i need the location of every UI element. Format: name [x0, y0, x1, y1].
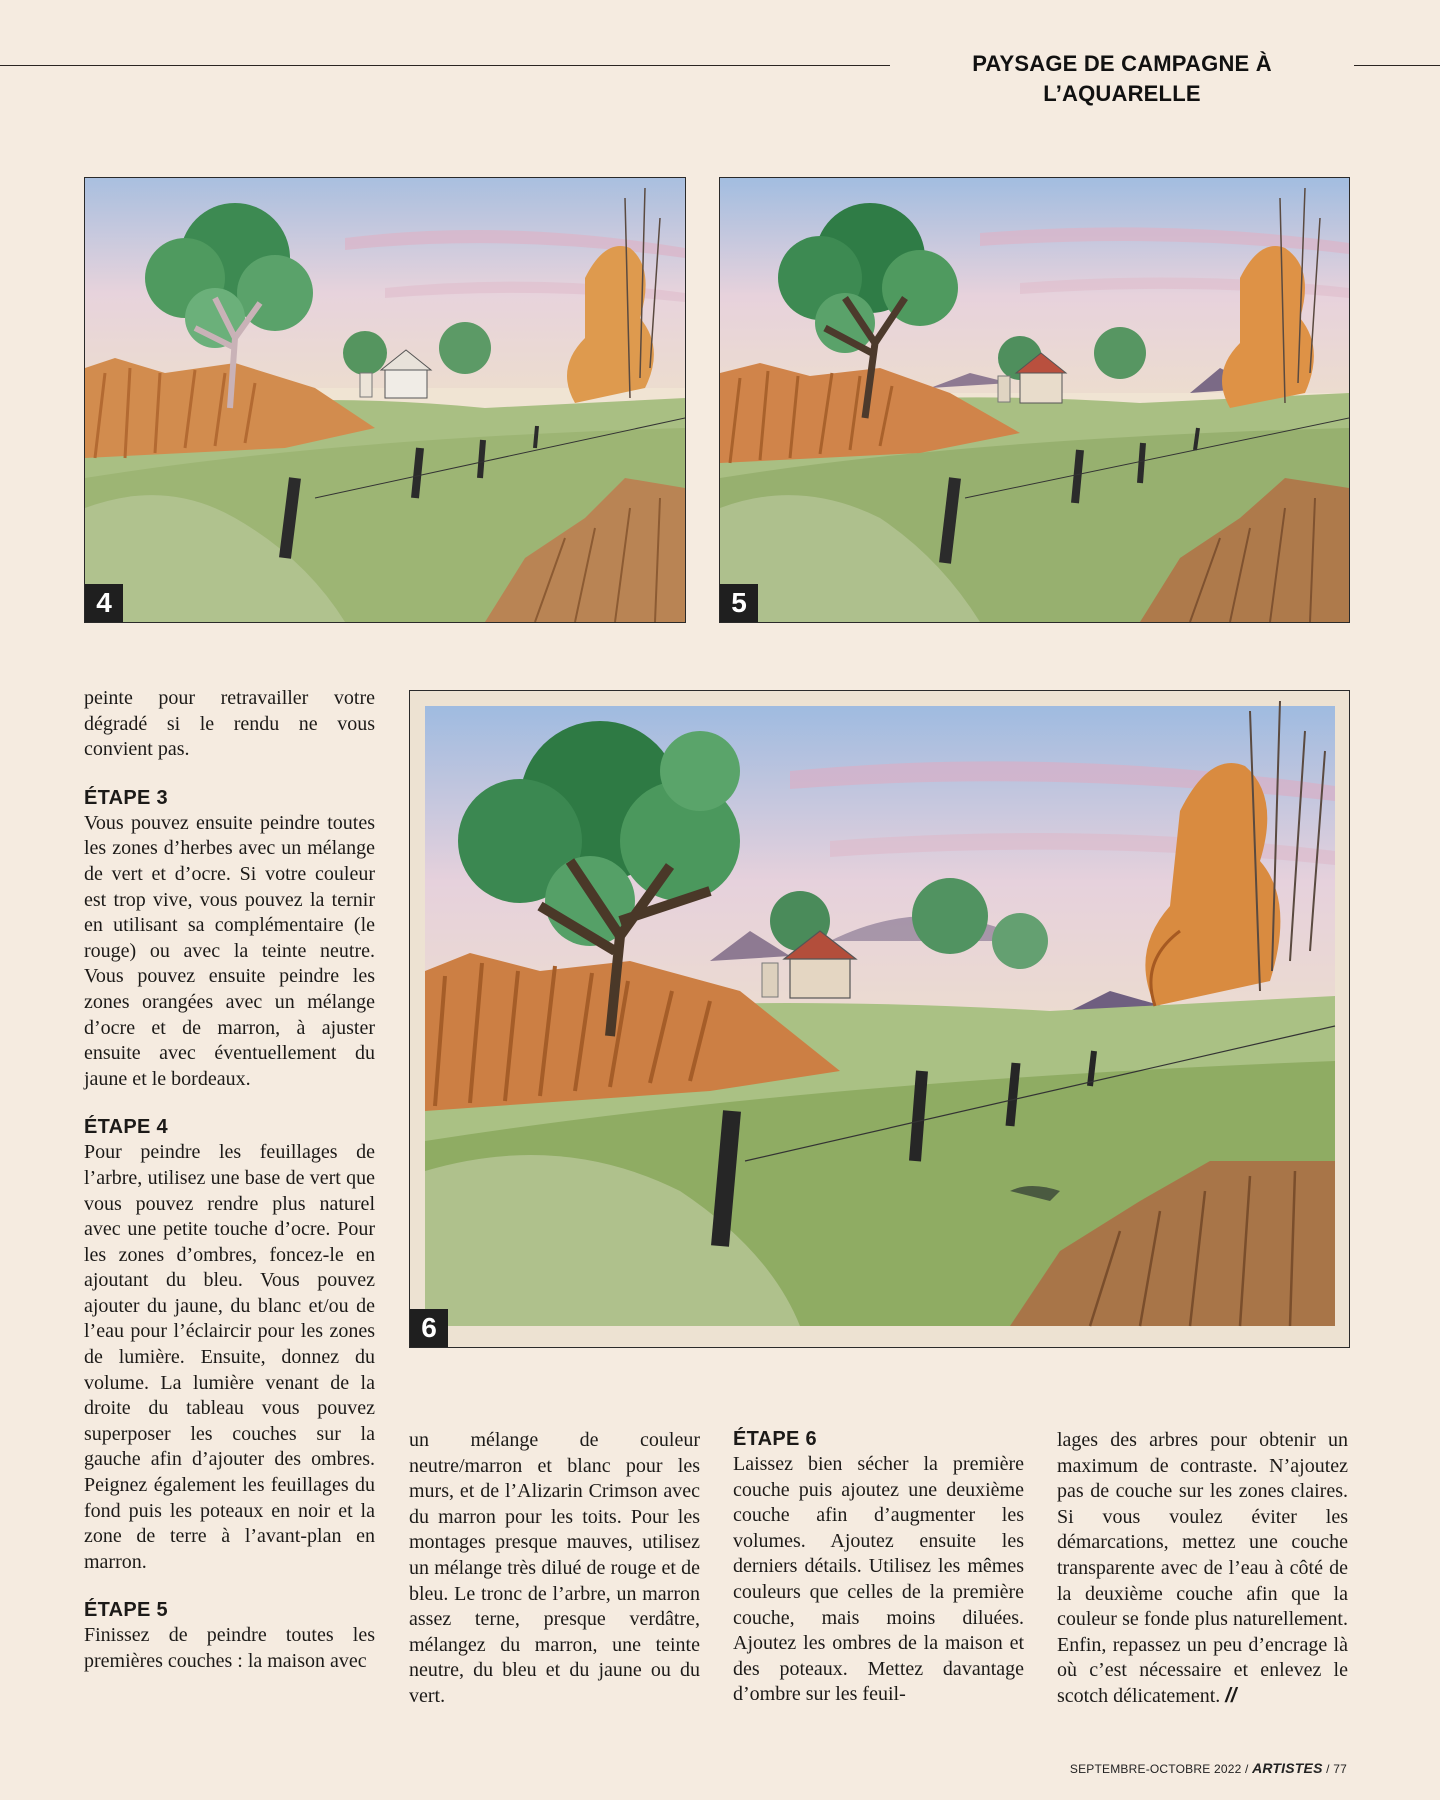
- step-5-text: Finissez de peindre toutes les premières couches : la maison avec: [84, 1624, 375, 1672]
- footer-page-number: / 77: [1322, 1762, 1347, 1776]
- footer-issue: SEPTEMBRE-OCTOBRE 2022 /: [1069, 1762, 1253, 1776]
- step-5-heading: ÉTAPE 5: [84, 1599, 168, 1622]
- step-4-text: Pour peindre les feuillages de l’arbre, utilisez une base de vert que vous pouvez rendre plus naturel avec une petite touche d’ocre. Pour les zones d’ombres, foncez-le en ajoutant du bleu. Vous pouvez ajouter du jaune, du blanc et/ou de l’eau pour l’éclaircir pour les zones de lumière. Ensuite, donnez du volume. La lumière venant de la droite du tableau vous pouvez superposer les couches sur la gauche afin d’ajouter des ombres. Peignez également les feuillages du fond puis les poteaux en noir et la zone de terre à l’avant-plan en marron.: [84, 1141, 375, 1573]
- figure-6-number: 6: [410, 1309, 448, 1347]
- step-6-heading: ÉTAPE 6: [733, 1428, 817, 1450]
- text-column-4: [1057, 1428, 1348, 1732]
- footer-magazine-name: ARTISTES: [1252, 1760, 1323, 1776]
- figure-5-painting: [719, 177, 1350, 623]
- figure-5-number: 5: [720, 584, 758, 622]
- step-6-text-continued: [1057, 1428, 1348, 1710]
- step-4-heading: ÉTAPE 4: [84, 1116, 168, 1139]
- header-rule-left: [0, 65, 890, 66]
- figure-4-number: 4: [85, 584, 123, 622]
- header-rule-right: [1354, 65, 1440, 66]
- step-5-text-continued: un mélange de couleur neutre/marron et blanc pour les murs, et de l’Alizarin Crimson avec du marron pour les toits. Pour les montages presque mauves, utilisez un mélange très dilué de rouge et de bleu. Le tronc de l’arbre, un marron assez terne, presque verdâtre, mélangez du marron, une teinte neutre, du bleu et du jaune ou du vert.: [409, 1429, 700, 1707]
- watercolor-landscape-step-5: [720, 178, 1349, 622]
- end-of-article-mark: //: [1225, 1684, 1237, 1707]
- intro-paragraph: peinte pour retravailler votre dégradé si le rendu ne vous convient pas.: [84, 687, 375, 761]
- watercolor-landscape-step-4: [85, 178, 685, 622]
- text-column-3: [733, 1426, 1024, 1730]
- step-3-text: Vous pouvez ensuite peindre toutes les zones d’herbes avec un mélange de vert et d’ocre. Si votre couleur est trop vive, vous pouvez la ternir en utilisant sa complémentaire (le rouge) ou avec la teinte neutre. Vous pouvez ensuite peindre les zones orangées avec un mélange d’ocre et de marron, à ajuster ensuite avec éventuellement du jaune et le bordeaux.: [84, 811, 375, 1090]
- step-6-text: Laissez bien sécher la première couche puis ajoutez une deuxième couche afin d’augmenter les volumes. Ajoutez ensuite les derniers détails. Utilisez les mêmes couleurs que celles de la première couche, mais moins diluées. Ajoutez les ombres de la maison et des poteaux. Mettez davantage d’ombre sur les feuil-: [733, 1453, 1024, 1706]
- page-footer: [1070, 1760, 1347, 1776]
- step-3-heading: ÉTAPE 3: [84, 786, 168, 809]
- figure-6-painting: [409, 690, 1350, 1348]
- figure-4-painting: [84, 177, 686, 623]
- text-column-2: [409, 1428, 700, 1732]
- running-header-title: PAYSAGE DE CAMPAGNE À L’AQUARELLE: [972, 51, 1272, 106]
- watercolor-landscape-final: [410, 691, 1349, 1347]
- step-6-continued-text: lages des arbres pour obtenir un maximum de contraste. N’ajoutez pas de couche sur les zones claires. Si vous voulez éviter les démarcations, mettez une couche transparente avec de l’eau à côté de la deuxième couche afin que la couleur se fonde plus naturellement. Enfin, repassez un peu d’encrage là où c’est nécessaire et enlevez le scotch délicatement.: [1057, 1429, 1348, 1707]
- text-column-1: [84, 686, 375, 1697]
